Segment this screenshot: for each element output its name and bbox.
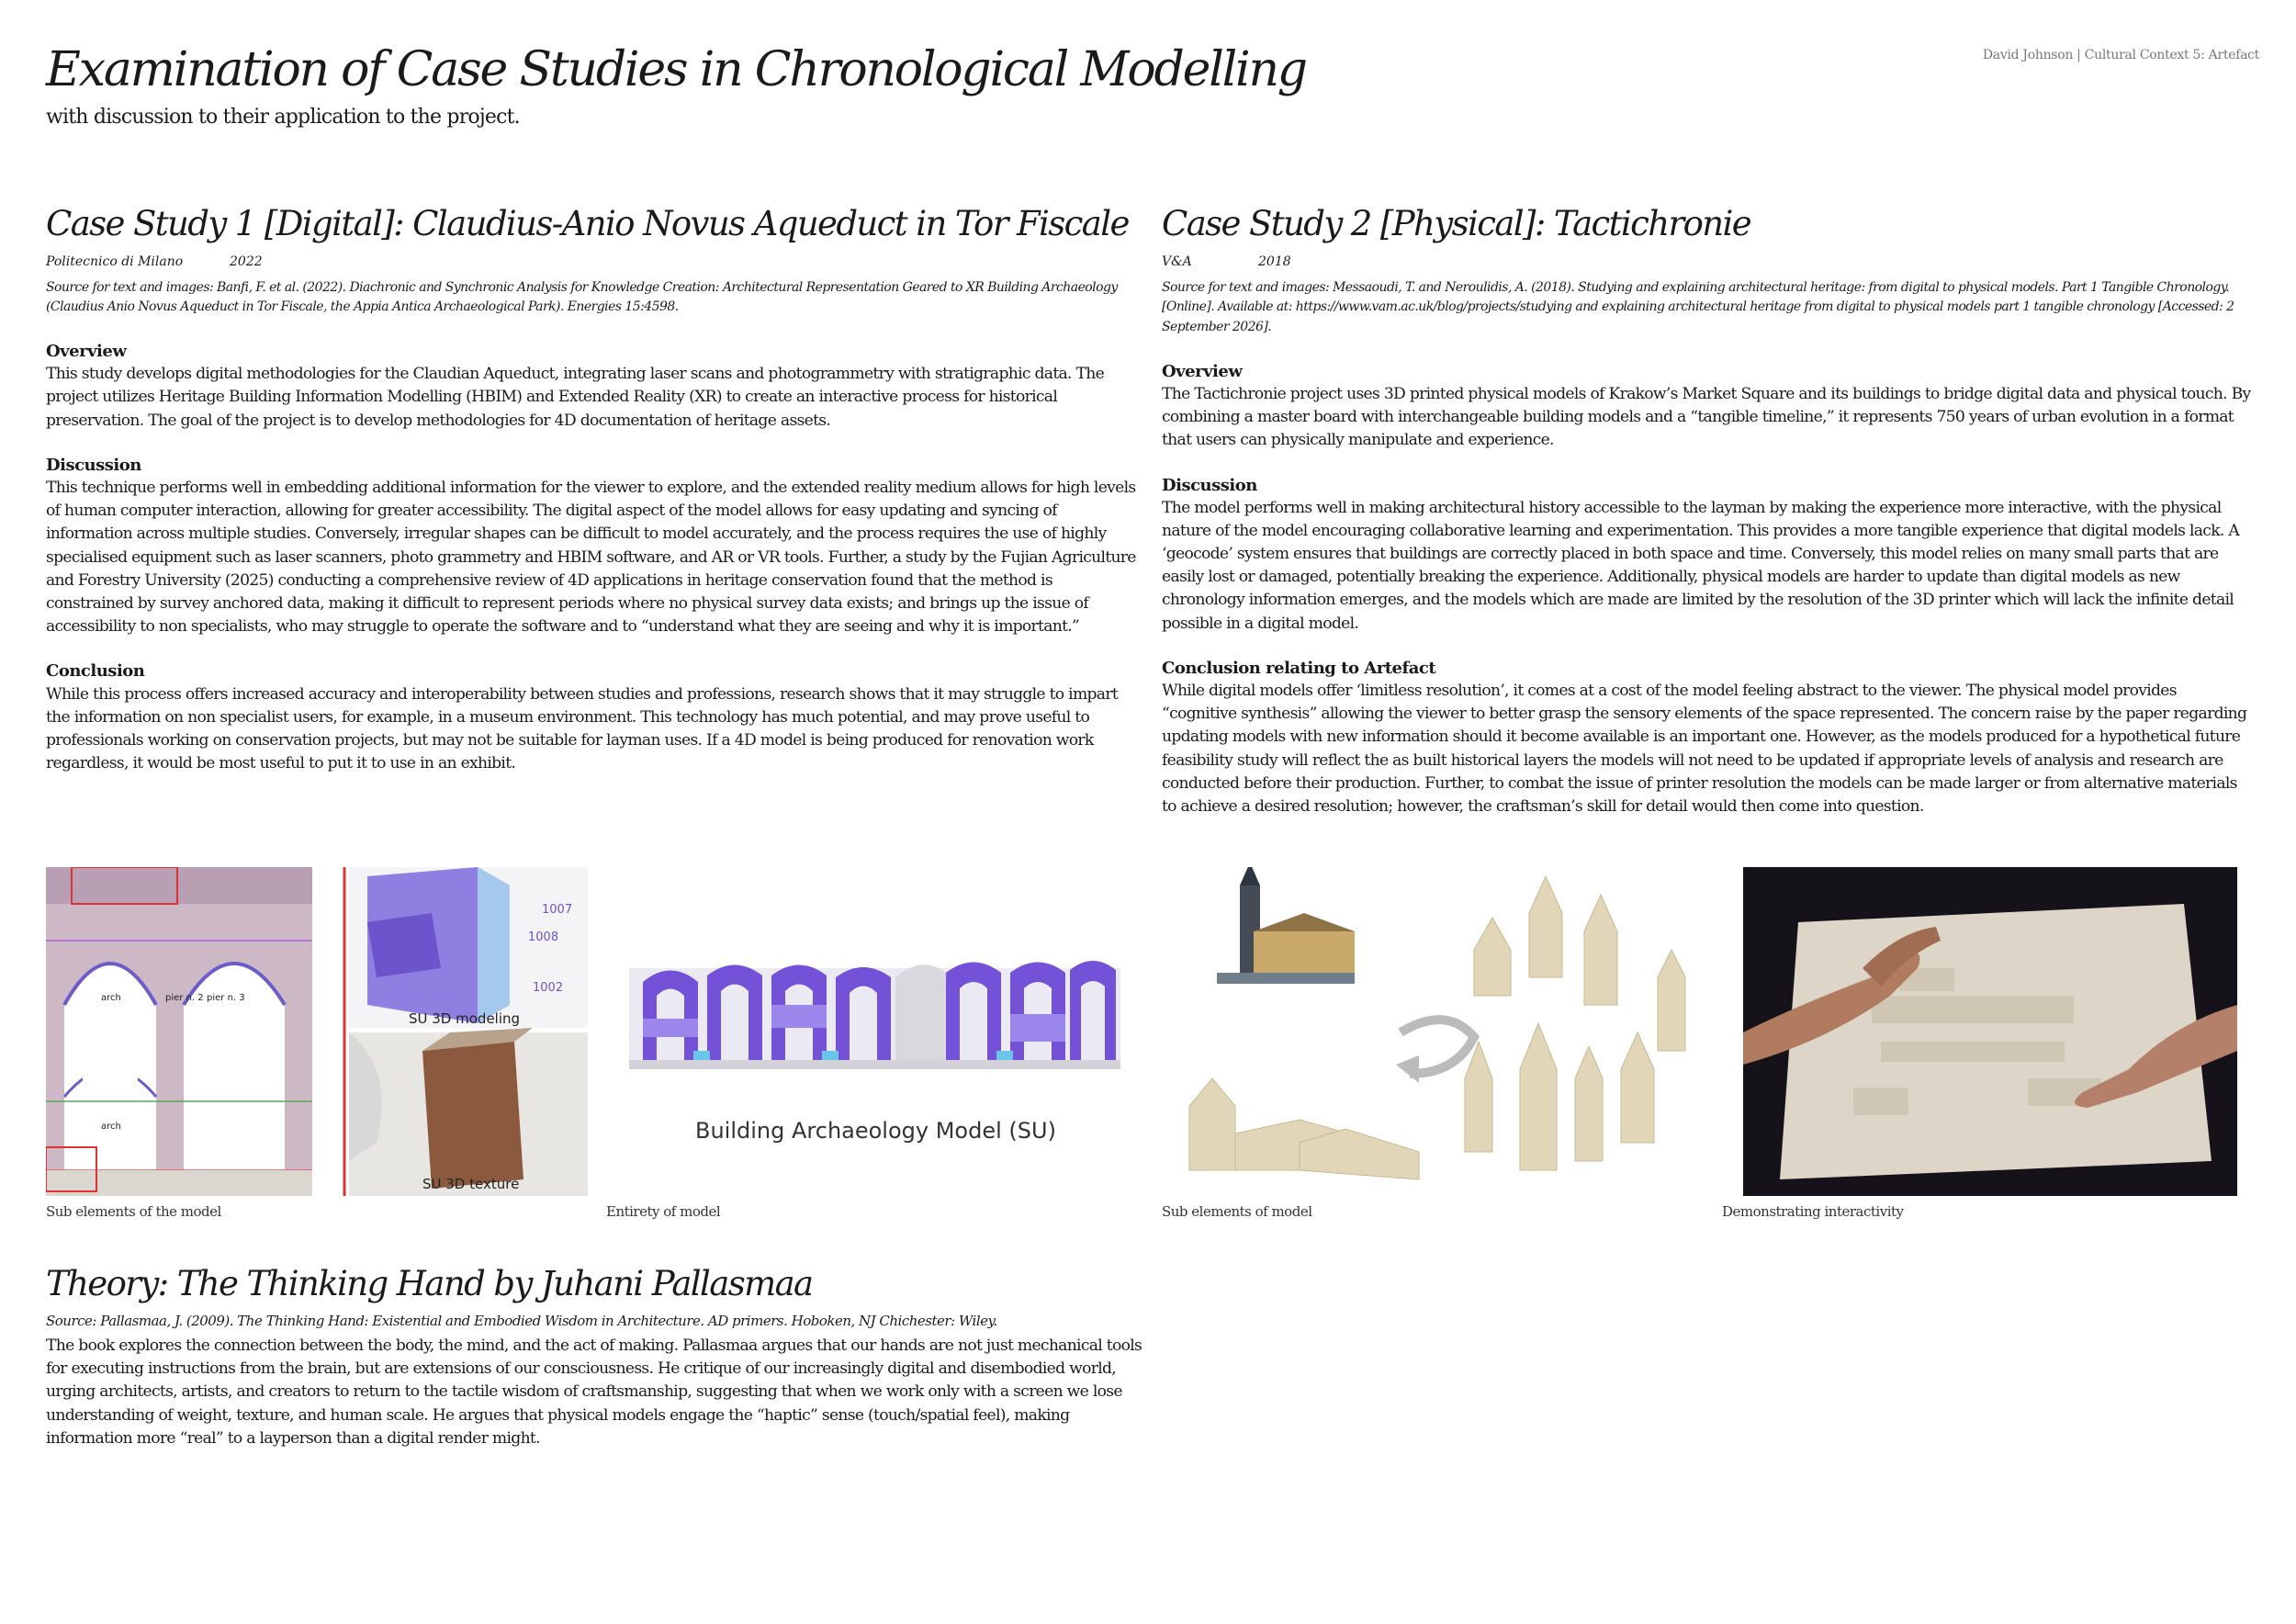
figure-aqueduct-elevation <box>46 867 588 1196</box>
page-title: Examination of Case Studies in Chronological Modelling <box>46 42 1306 97</box>
caption-entirety-of-model: Entirety of model <box>606 1203 721 1220</box>
case-study-1-meta <box>46 254 1143 269</box>
case-study-2-org: V&A <box>1162 254 1192 269</box>
figure-aqueduct-model <box>629 867 1120 1196</box>
case-study-2-discussion-heading: Discussion <box>1162 475 1257 495</box>
building-archaeology-model-label: Building Archaeology Model (SU) <box>695 1118 1056 1144</box>
case-study-1-conclusion: While this process offers increased accuracy and interoperability between studies and professions, research shows that it may struggle to impart the information on non specialist users, for example, in a museum environment. This technology has much potential, and may prove useful to professionals working on conservation projects, but may not be suitable for layman uses. If a 4D model is being produced for renovation work regardless, it would be most useful to put it to use in an exhibit. <box>46 684 1119 773</box>
case-study-1 <box>46 206 1143 796</box>
case-study-2-source: Source for text and images: Messaoudi, T. and Neroulidis, A. (2018). Studying and explaining architectural heritage: from digital to physical models. Part 1 Tangible Chronology. [Online]. Available at: https://www.vam.ac.uk/blog/projects/studying and explaining architectural heritage from digital to physical models part 1 tangible chronology [Accessed: 2 September 2026]. <box>1162 279 2234 335</box>
case-study-2-meta <box>1162 254 2255 269</box>
page-subtitle: with discussion to their application to the project. <box>46 106 520 129</box>
su-3d-texture-label: SU 3D texture <box>422 1176 520 1192</box>
su-3d-modeling-label: SU 3D modeling <box>409 1010 521 1027</box>
case-study-2-discussion: The model performs well in making architectural history accessible to the layman by making the experience more interactive, with the physical nature of the model encouraging collaborative learning and experimentation. This provides a more tangible experience that digital models lack. A ‘geocode’ system ensures that buildings are correctly placed in both space and time. Conversely, this model relies on many small parts that are easily lost or damaged, potentially breaking the experience. Additionally, physical models are harder to update than digital models as new chronology information emerges, and the models which are made are limited by the resolution of the 3D printer which will lack the infinite detail possible in a digital model. <box>1162 498 2240 633</box>
label-arch: arch <box>101 993 121 1003</box>
case-study-2-overview: The Tactichronie project uses 3D printed physical models of Krakow’s Market Square and its buildings to bridge digital data and physical touch. By combining a master board with interchangeable building models and a “tangible timeline,” it represents 750 years of urban evolution in a format that users can physically manipulate and experience. <box>1162 384 2251 450</box>
case-study-1-org: Politecnico di Milano <box>46 254 184 269</box>
case-study-2-title: Case Study 2 [Physical]: Tactichronie <box>1162 204 1751 243</box>
case-study-2-year: 2018 <box>1258 254 1291 269</box>
case-study-1-discussion-heading: Discussion <box>46 455 141 475</box>
theory-source: Source: Pallasmaa, J. (2009). The Thinking Hand: Existential and Embodied Wisdom in Architecture. AD primers. Hoboken, NJ Chichester: Wiley. <box>46 1313 997 1329</box>
su-1007: 1007 <box>542 903 573 917</box>
case-study-1-conclusion-heading: Conclusion <box>46 661 145 682</box>
theory-body: The book explores the connection between the body, the mind, and the act of making. Pallasmaa argues that our hands are not just mechanical tools for executing instructions from the brain, but are extensions of our consciousness. He critique of our increasingly digital and disembodied world, urging architects, artists, and creators to return to the tactile wisdom of craftsmanship, suggesting that when we work only with a screen we lose understanding of weight, texture, and human scale. He argues that physical models engage the “haptic” sense (touch/spatial feel), making information more “real” to a layperson than a digital render might. <box>46 1336 1142 1448</box>
caption-sub-elements-2: Sub elements of model <box>1162 1203 1312 1220</box>
label-pier-3: pier n. 3 <box>207 993 245 1003</box>
case-study-1-source: Source for text and images: Banfi, F. et al. (2022). Diachronic and Synchronic Analysis for Knowledge Creation: Architectural Representation Geared to XR Building Archaeology (Claudius Anio Novus Aqueduct in Tor Fiscale, the Appia Antica Archaeological Park). Energies 15:4598. <box>46 279 1118 315</box>
header-meta: David Johnson | Cultural Context 5: Artefact <box>1982 48 2259 62</box>
label-arch-2: arch <box>101 1122 121 1132</box>
caption-interactivity: Demonstrating interactivity <box>1722 1203 1904 1220</box>
case-study-2-overview-heading: Overview <box>1162 361 1243 381</box>
caption-sub-elements-1: Sub elements of the model <box>46 1203 221 1220</box>
case-study-1-discussion: This technique performs well in embedding additional information for the viewer to explore, and the extended reality medium allows for high levels of human computer interaction, allowing for greater accessibility. The digital aspect of the model allows for easy updating and syncing of information across multiple studies. Conversely, irregular shapes can be difficult to model accurately, and the process requires the use of highly specialised equipment such as laser scanners, photo grammetry and HBIM software, and AR or VR tools. Further, a study by the Fujian Agriculture and Forestry University (2025) conducting a comprehensive review of 4D applications in heritage conservation found that the method is constrained by survey anchored data, making it difficult to represent periods where no physical survey data exists; and brings up the issue of accessibility to non specialists, who may struggle to operate the software and to “understand what they are seeing and why it is important.” <box>46 479 1136 637</box>
su-1002: 1002 <box>533 981 564 995</box>
case-study-1-overview-heading: Overview <box>46 342 127 362</box>
case-study-1-year: 2022 <box>230 254 263 269</box>
su-1008: 1008 <box>528 930 559 944</box>
case-study-1-title: Case Study 1 [Digital]: Claudius-Anio Novus Aqueduct in Tor Fiscale <box>46 204 1129 243</box>
figure-tactichronie-pieces <box>1162 867 1699 1196</box>
case-study-2 <box>1162 206 2255 840</box>
case-study-2-artefact: While digital models offer ‘limitless resolution’, it comes at a cost of the model feeling abstract to the viewer. The physical model provides “cognitive synthesis” allowing the viewer to better grasp the sensory elements of the space represented. The concern raise by the paper regarding updating models with new information should it become available is an important one. However, as the models produced for a hypothetical future feasibility study will reflect the as built historical layers the models will not need to be updated if appropriate levels of analysis and research are conducted before their production. Further, to combat the issue of printer resolution the models can be made larger or from alternative materials to achieve a desired resolution; however, the craftsman’s skill for detail would then come into question. <box>1162 682 2247 816</box>
figure-tactichronie-interaction <box>1743 867 2237 1196</box>
case-study-1-overview: This study develops digital methodologies for the Claudian Aqueduct, integrating laser scans and photogrammetry with stratigraphic data. The project utilizes Heritage Building Information Modelling (HBIM) and Extended Reality (XR) to create an interactive process for historical preservation. The goal of the project is to develop methodologies for 4D documentation of heritage assets. <box>46 365 1105 430</box>
case-study-2-artefact-heading: Conclusion relating to Artefact <box>1162 658 1436 678</box>
theory-title: Theory: The Thinking Hand by Juhani Pallasmaa <box>46 1264 813 1303</box>
label-pier-2: pier n. 2 <box>165 993 204 1003</box>
theory-section <box>46 1264 1143 1450</box>
